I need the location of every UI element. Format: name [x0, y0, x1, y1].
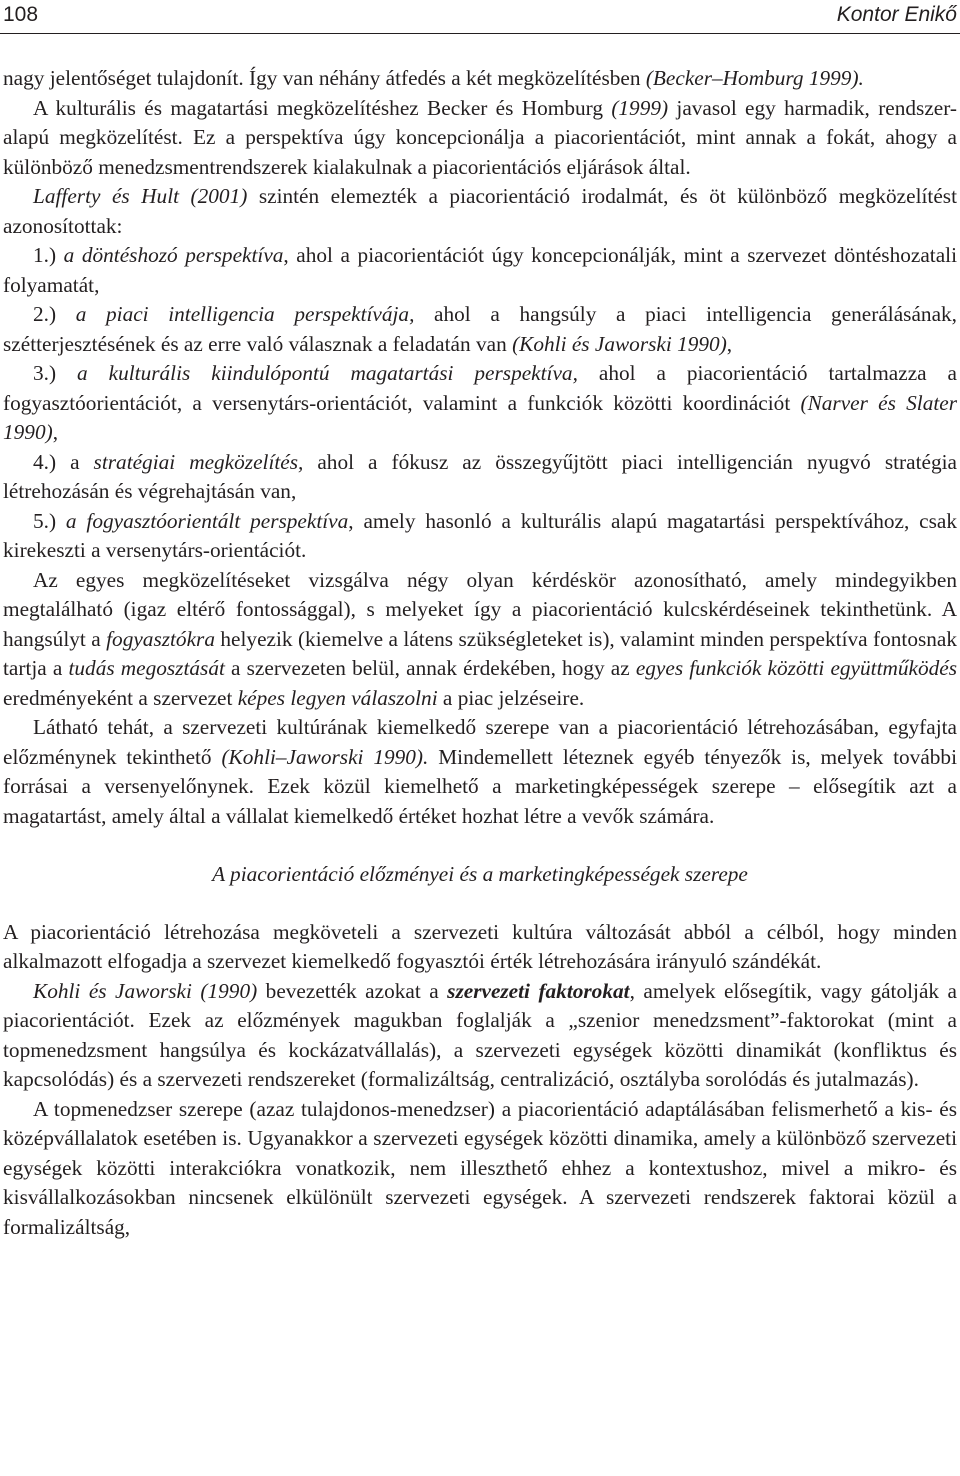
body-text — [3, 64, 957, 1242]
citation: (Becker–Homburg 1999). — [645, 66, 864, 90]
header-rule — [0, 33, 960, 34]
list-item: 4.) a stratégiai megközelítés, ahol a fókusz az összegyűjtött piaci intelligencián nyugvó stratégia létrehozásán és végrehajtásán van, — [3, 449, 957, 503]
emphasis: képes legyen válaszolni — [237, 685, 438, 710]
page-header — [0, 0, 960, 42]
citation: (Kohli–Jaworski 1990). — [221, 744, 429, 769]
list-item: 1.) a döntéshozó perspektíva, ahol a piacorientációt úgy koncepcionálják, mint a szervezet döntéshozatali folyamatát, — [3, 243, 958, 297]
list-item: 3.) a kulturális kiindulópontú magatartási perspektíva, ahol a piacorientáció tartalmazza a fogyasztóorientációt, a versenytárs-orientációt, valamint a funkciók közötti koordinációt (Narver és Slater 1990), — [3, 361, 958, 444]
paragraph: A kulturális és magatartási megközelítéshez Becker és Homburg (1999) javasol egy harmadik, rendszer-alapú megközelítést. Ez a perspektíva úgy koncepcionálja a piacorientációt, mint annak a fokát, ahogy a különböző menedzsmentrendszerek kialakulnak a piacorientációs eljárások által. — [3, 95, 957, 179]
bold-emphasis: szervezeti faktorokat — [447, 978, 630, 1003]
paragraph: Kohli és Jaworski (1990) bevezették azokat a szervezeti faktorokat, amelyek elősegítik, vagy gátolják a piacorientációt. Ezek az előzmények magukban foglalják a „szenior menedzsment”-faktorokat (mint a topmenedzsment hangsúlya és kockázatvállalás), a szervezeti egységek közötti dinamikát (konfliktus és kapcsolódás) és a szervezeti rendszereket (formalizáltság, centralizáció, osztályba sorolódás és jutalmazás). — [3, 978, 957, 1091]
emphasis: a döntéshozó perspektíva — [63, 243, 284, 267]
citation: Lafferty és Hult (2001) — [33, 184, 248, 208]
paragraph: A piacorientáció létrehozása megköveteli a szervezeti kultúra változását abból a célból, hogy minden alkalmazott elfogadja a szervezet kiemelkedő fogyasztói érték létrehozására irányuló szándékát. — [3, 919, 957, 973]
emphasis: stratégiai megközelítés, — [93, 449, 304, 474]
citation: (Narver és Slater 1990) — [3, 390, 958, 444]
paragraph: Lafferty és Hult (2001) szintén elemezték a piacorientáció irodalmát, és öt különböző megközelítést azonosítottak: — [3, 184, 957, 238]
emphasis: egyes funkciók közötti együttműködés — [635, 656, 958, 680]
paragraph: Az egyes megközelítéseket vizsgálva négy olyan kérdéskör azonosítható, amely mindegyikben megtalálható (igaz eltérő fontossággal), s melyeket így a piacorientáció kulcskérdéseinek tekinthetünk. A hangsúlyt a fogyasztókra helyezik (kiemelve a látens szükségleteket is), valamint minden perspektíva fontosnak tartja a tudás megosztását a szervezeten belül, annak érdekében, hogy az egyes funkciók közötti együttműködés eredményeként a szervezet képes legyen válaszolni a piac jelzéseire. — [3, 567, 958, 710]
paragraph: Látható tehát, a szervezeti kultúrának kiemelkedő szerepe van a piacorientáció létrehozásában, egyfajta előzménynek tekinthető (Kohli–Jaworski 1990). Mindemellett léteznek egyéb tényezők is, melyek további forrásai a versenyelőnynek. Ezek közül kiemelhető a marketingképességek szerepe – elősegítik azt a magatartást, amely által a vállalat kiemelkedő értéket hozhat létre a vevők számára. — [3, 715, 958, 828]
citation: (Kohli és Jaworski 1990) — [512, 331, 727, 356]
emphasis: a fogyasztóorientált perspektíva — [65, 508, 349, 533]
running-head-author: Kontor Enikő — [836, 3, 957, 26]
section-heading: A piacorientáció előzményei és a marketingképességek szerepe — [212, 862, 748, 886]
page-number: 108 — [3, 3, 39, 26]
citation: Kohli és Jaworski (1990) — [33, 978, 258, 1003]
emphasis: a kulturális kiindulópontú magatartási perspektíva, — [77, 361, 578, 385]
list-item: 2.) a piaci intelligencia perspektívája, ahol a hangsúly a piaci intelligencia generálásának, szétterjesztésének és az erre való válasznak a feladatán van (Kohli és Jaworski 1990), — [3, 302, 957, 356]
emphasis: fogyasztókra — [106, 626, 215, 651]
paragraph-continuation: nagy jelentőséget tulajdonít. Így van néhány átfedés a két megközelítésben (Becker–Homburg 1999). — [3, 66, 864, 90]
list-item: 5.) a fogyasztóorientált perspektíva, amely hasonló a kulturális alapú magatartási perspektívához, csak kirekeszti a versenytárs-orientációt. — [3, 508, 957, 562]
emphasis: a piaci intelligencia perspektívája, — [75, 302, 415, 326]
citation: (1999) — [611, 95, 669, 120]
emphasis: tudás megosztását — [68, 656, 225, 680]
paragraph: A topmenedzser szerepe (azaz tulajdonos-menedzser) a piacorientáció adaptálásában felismerhető a kis- és középvállalatok esetében is. Ugyanakkor a szervezeti egységek közötti dinamika, amely a különböző szervezeti egységek közötti interakciókra vonatkozik, nem illeszthető ehhez a kontextushoz, mivel a mikro- és kisvállalkozásokban nincsenek elkülönült szervezeti egységek. A szervezeti rendszerek faktorai közül a formalizáltság, — [3, 1096, 957, 1239]
